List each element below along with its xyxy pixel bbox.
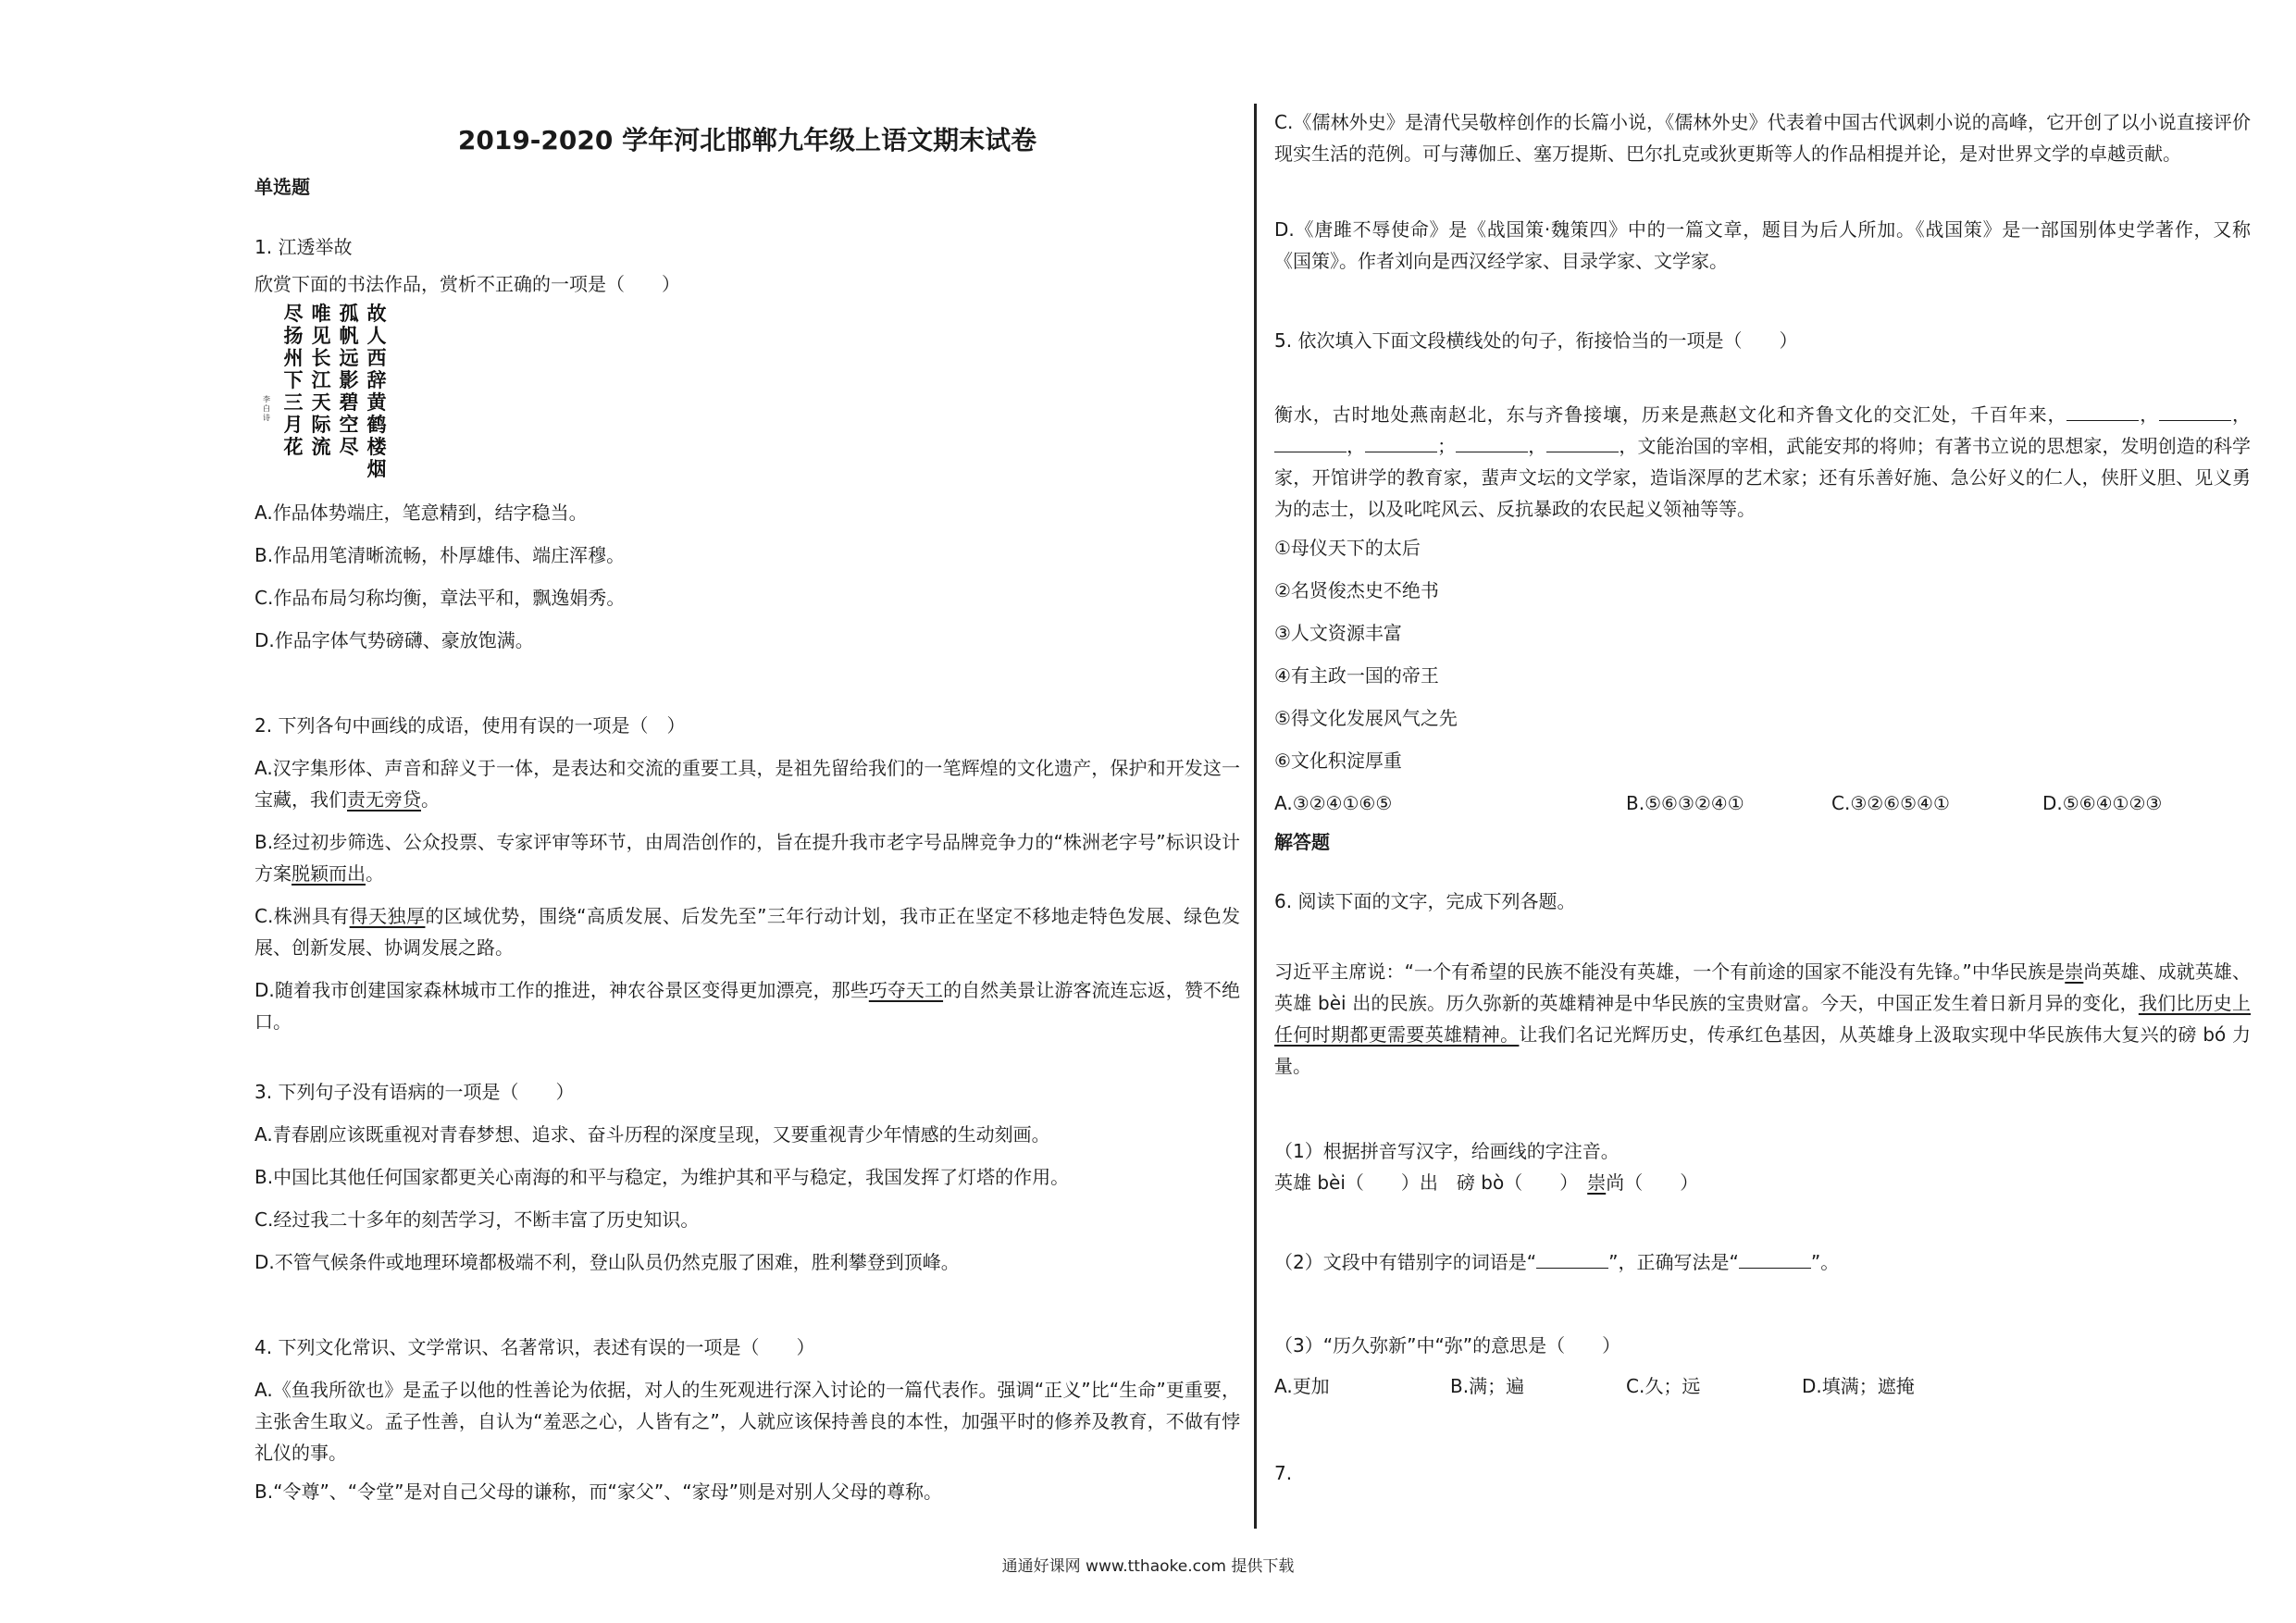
- q6-sub1-underlined-char: 崇: [1587, 1171, 1607, 1194]
- q6-sub1-answer-line: 英雄 bèi（ ）出 磅 bò（ ） 崇尚（ ）: [1274, 1171, 1699, 1194]
- q4-option-b: B.“令尊”、“令堂”是对自己父母的谦称，而“家父”、“家母”则是对别人父母的尊称。: [254, 1481, 942, 1503]
- q6-underlined-sentence: 我们比历史上任何时期都更需要英雄精神。: [1274, 992, 2251, 1046]
- q2-option-d: D.随着我市创建国家森林城市工作的推进，神农谷景区变得更加漂亮，那些巧夺天工的自然美景让游客流连忘返，赞不绝口。: [254, 979, 1240, 1033]
- q6-sub2-blank-correct: [1739, 1249, 1811, 1269]
- q5-passage: 衡水，古时地处燕南赵北，东与齐鲁接壤，历来是燕赵文化和齐鲁文化的交汇处，千百年来， ， ，， ； ， ，文能治国的宰相，武能安邦的将帅；有著书立说的思想家，发明创造的科学家，开馆讲学的教育家，蜚声文坛的文学家，造诣深厚的艺术家；还有乐善好施、急公好义的仁人，侠肝义胆、见义勇为的志士，以及叱咤风云、反抗暴政的农民起义领袖等等。: [1274, 403, 2252, 520]
- q5-item-6: ⑥文化积淀厚重: [1274, 750, 1402, 772]
- q3-option-c: C.经过我二十多年的刻苦学习，不断丰富了历史知识。: [254, 1208, 700, 1231]
- q2-title: 2. 下列各句中画线的成语，使用有误的一项是（ ）: [254, 714, 686, 737]
- q2-underlined-idiom-b: 脱颖而出: [292, 862, 366, 885]
- calligraphy-artwork: [254, 302, 391, 480]
- q6-sub3-option-c: C.久；远: [1626, 1375, 1701, 1397]
- q1-option-d: D.作品字体气势磅礴、豪放饱满。: [254, 629, 534, 651]
- q3-title: 3. 下列句子没有语病的一项是（ ）: [254, 1081, 575, 1103]
- q5-option-c: C.③②⑥⑤④①: [1831, 792, 1950, 814]
- q4-option-d: D.《唐雎不辱使命》是《战国策·魏策四》中的一篇文章，题目为后人所加。《战国策》是一部国别体史学著作，又称《国策》。作者刘向是西汉经学家、目录学家、文学家。: [1274, 218, 2251, 272]
- q5-item-1: ①母仪天下的太后: [1274, 537, 1421, 559]
- q5-blank-2: [2159, 402, 2231, 421]
- calligraphy-column-3: 唯见长江天际流: [311, 302, 331, 458]
- q6-underlined-char: 崇: [2065, 960, 2084, 983]
- q5-item-4: ④有主政一国的帝王: [1274, 664, 1439, 687]
- q6-sub3-option-a: A.更加: [1274, 1375, 1330, 1397]
- q5-item-3: ③人文资源丰富: [1274, 622, 1402, 644]
- q5-title: 5. 依次填入下面文段横线处的句子，衔接恰当的一项是（ ）: [1274, 329, 1798, 352]
- calligraphy-column-2: 孤帆远影碧空尽: [339, 302, 359, 458]
- section-heading-answer: 解答题: [1274, 831, 1330, 853]
- column-divider: [1254, 104, 1257, 1529]
- q5-blank-1: [2066, 402, 2139, 421]
- page-title: 2019-2020 学年河北邯郸九年级上语文期末试卷: [457, 125, 1037, 155]
- q6-sub1: （1）根据拼音写汉字，给画线的字注音。: [1274, 1140, 1620, 1162]
- q2-option-b: B.经过初步筛选、公众投票、专家评审等环节，由周浩创作的，旨在提升我市老字号品牌竞争力的“株洲老字号”标识设计方案脱颖而出。: [254, 831, 1240, 885]
- page-footer: 通通好课网 www.tthaoke.com 提供下载: [1001, 1557, 1295, 1576]
- q1-stem: 欣赏下面的书法作品，赏析不正确的一项是（ ）: [254, 273, 680, 295]
- q5-option-d: D.⑤⑥④①②③: [2042, 792, 2163, 814]
- section-heading-single: 单选题: [254, 176, 310, 198]
- q7-title: 7.: [1274, 1462, 1293, 1484]
- q6-passage: 习近平主席说：“一个有希望的民族不能没有英雄，一个有前途的国家不能没有先锋。”中华民族是崇尚英雄、成就英雄、英雄 bèi 出的民族。历久弥新的英雄精神是中华民族的宝贵财富。今天，中国正发生着日新月异的变化，我们比历史上任何时期都更需要英雄精神。让我们名记光辉历史，传承红色基因，从英雄身上汲取实现中华民族伟大复兴的磅 bó 力量。: [1274, 960, 2252, 1077]
- q2-underlined-idiom-c: 得天独厚: [349, 905, 426, 927]
- q1-option-b: B.作品用笔清晰流畅，朴厚雄伟、端庄浑穆。: [254, 544, 626, 566]
- q6-sub3-option-d: D.填满；遮掩: [1802, 1375, 1915, 1397]
- calligraphy-seal: 李白诗: [263, 395, 270, 422]
- q2-underlined-idiom-a: 责无旁贷: [347, 788, 421, 811]
- q2-underlined-idiom-d: 巧夺天工: [868, 979, 944, 1001]
- q5-blank-6: [1546, 433, 1619, 452]
- q5-item-5: ⑤得文化发展风气之先: [1274, 707, 1458, 729]
- q1-option-c: C.作品布局匀称均衡，章法平和，飘逸娟秀。: [254, 587, 626, 609]
- q1-option-a: A.作品体势端庄，笔意精到，结字稳当。: [254, 502, 588, 524]
- q6-title: 6. 阅读下面的文字，完成下列各题。: [1274, 890, 1576, 912]
- q2-option-a: A.汉字集形体、声音和辞义于一体，是表达和交流的重要工具，是祖先留给我们的一笔辉煌的文化遗产，保护和开发这一宝藏，我们责无旁贷。: [254, 757, 1240, 811]
- q3-option-b: B.中国比其他任何国家都更关心南海的和平与稳定，为维护其和平与稳定，我国发挥了灯塔的作用。: [254, 1166, 1070, 1188]
- q5-blank-4: [1365, 433, 1437, 452]
- q1-title: 1. 江透举故: [254, 236, 353, 258]
- q5-options: [1274, 787, 2251, 819]
- q2-option-c: C.株洲具有得天独厚的区域优势，围绕“高质发展、后发先至”三年行动计划，我市正在坚定不移地走特色发展、绿色发展、创新发展、协调发展之路。: [254, 905, 1240, 959]
- calligraphy-column-1: 故人西辞黄鹤楼烟: [366, 302, 387, 480]
- q6-sub2-blank-wrong: [1536, 1249, 1608, 1269]
- q5-blank-3: [1274, 433, 1347, 452]
- q6-sub3: （3）“历久弥新”中“弥”的意思是（ ）: [1274, 1334, 1621, 1357]
- q6-sub3-options: [1274, 1370, 2251, 1402]
- q5-item-2: ②名贤俊杰史不绝书: [1274, 579, 1439, 601]
- q3-option-a: A.青春剧应该既重视对青春梦想、追求、奋斗历程的深度呈现，又要重视青少年情感的生动刻画。: [254, 1123, 1050, 1146]
- q3-option-d: D.不管气候条件或地理环境都极端不利，登山队员仍然克服了困难，胜利攀登到顶峰。: [254, 1251, 960, 1273]
- q5-option-a: A.③②④①⑥⑤: [1274, 792, 1393, 814]
- calligraphy-column-4: 尽扬州下三月花: [283, 302, 304, 458]
- q5-blank-5: [1456, 433, 1528, 452]
- q6-sub2: （2）文段中有错别字的词语是“ ”，正确写法是“ ”。: [1274, 1251, 1840, 1273]
- q5-option-b: B.⑤⑥③②④①: [1626, 792, 1744, 814]
- q4-title: 4. 下列文化常识、文学常识、名著常识，表述有误的一项是（ ）: [254, 1336, 815, 1358]
- q4-option-a: A.《鱼我所欲也》是孟子以他的性善论为依据，对人的生死观进行深入讨论的一篇代表作。强调“正义”比“生命”更重要，主张舍生取义。孟子性善，自认为“羞恶之心，人皆有之”，人就应该保持善良的本性，加强平时的修养及教育，不做有悖礼仪的事。: [254, 1379, 1240, 1464]
- q4-option-c: C.《儒林外史》是清代吴敬梓创作的长篇小说，《儒林外史》代表着中国古代讽刺小说的高峰，它开创了以小说直接评价现实生活的范例。可与薄伽丘、塞万提斯、巴尔扎克或狄更斯等人的作品相提并论，是对世界文学的卓越贡献。: [1274, 111, 2251, 165]
- q6-sub3-option-b: B.满；遍: [1450, 1375, 1525, 1397]
